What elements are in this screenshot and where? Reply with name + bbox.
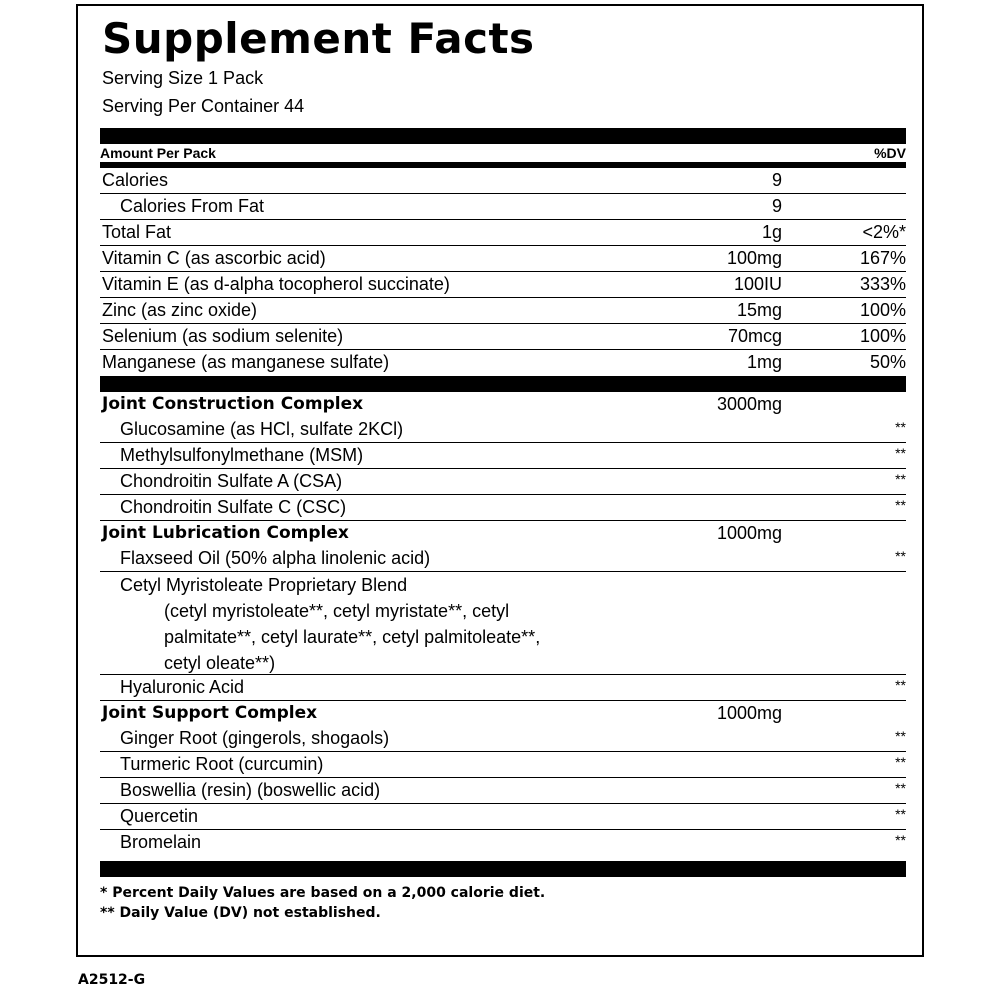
blend-line: (cetyl myristoleate**, cetyl myristate**, cetyl <box>164 601 510 621</box>
joint-construction-amount: 3000mg <box>716 394 782 414</box>
ingredient-name: Vitamin E (as d-alpha tocopherol succinate) <box>102 274 450 294</box>
divider-thick <box>100 376 906 392</box>
table-row <box>100 443 906 469</box>
ingredient-amount: 100IU <box>733 274 782 294</box>
product-code: A2512-G <box>78 972 146 988</box>
ingredient-name: Methylsulfonylmethane (MSM) <box>120 445 364 465</box>
ingredient-name: Flaxseed Oil (50% alpha linolenic acid) <box>120 548 431 568</box>
ingredient-amount: 70mcg <box>727 326 782 346</box>
table-row <box>100 495 906 521</box>
ingredient-name: Chondroitin Sulfate A (CSA) <box>120 471 343 491</box>
ingredient-name: Selenium (as sodium selenite) <box>102 326 344 346</box>
table-row <box>100 220 906 246</box>
ingredient-name: Chondroitin Sulfate C (CSC) <box>120 497 347 517</box>
ingredient-name: Glucosamine (as HCl, sulfate 2KCl) <box>120 419 404 439</box>
ingredient-name: Quercetin <box>120 806 199 826</box>
ingredient-amount: 9 <box>771 170 782 190</box>
joint-construction-name: Joint Construction Complex <box>102 394 364 414</box>
ingredient-dv: ** <box>895 780 906 796</box>
joint-lubrication-amount: 1000mg <box>716 523 782 543</box>
supplement-facts-panel <box>76 4 924 957</box>
ingredient-name: Zinc (as zinc oxide) <box>102 300 258 320</box>
ingredient-dv: ** <box>895 832 906 848</box>
ingredient-dv: 333% <box>859 274 906 294</box>
ingredient-amount: 1mg <box>746 352 782 372</box>
footnote-not-established: ** Daily Value (DV) not established. <box>100 905 381 921</box>
table-row <box>100 778 906 804</box>
ingredient-dv: ** <box>895 419 906 435</box>
ingredient-name: Calories <box>102 170 169 190</box>
ingredient-name: Total Fat <box>102 222 172 242</box>
ingredient-amount: 100mg <box>726 248 782 268</box>
footnote-dv: * Percent Daily Values are based on a 2,000 calorie diet. <box>100 885 546 901</box>
blend-line: palmitate**, cetyl laurate**, cetyl palmitoleate**, <box>164 627 541 647</box>
table-row <box>100 194 906 220</box>
joint-support-row <box>100 701 906 726</box>
ingredient-name: Vitamin C (as ascorbic acid) <box>102 248 326 268</box>
ingredient-dv: ** <box>895 548 906 564</box>
ingredient-name: Bromelain <box>120 832 202 852</box>
ingredient-dv: 50% <box>869 352 906 372</box>
footnotes <box>100 883 906 923</box>
ingredient-dv: ** <box>895 728 906 744</box>
ingredient-name: Manganese (as manganese sulfate) <box>102 352 390 372</box>
serving-size: Serving Size 1 Pack <box>102 68 264 88</box>
dv-header-label: %DV <box>874 145 906 161</box>
table-row <box>100 469 906 495</box>
ingredient-dv: ** <box>895 677 906 693</box>
list-item <box>100 546 906 572</box>
blend-title: Cetyl Myristoleate Proprietary Blend <box>120 575 408 595</box>
ingredient-amount: 1g <box>761 222 782 242</box>
table-header <box>100 144 906 162</box>
table-row <box>100 168 906 194</box>
joint-support-name: Joint Support Complex <box>102 703 318 723</box>
ingredient-dv: 100% <box>859 300 906 320</box>
table-row <box>100 246 906 272</box>
ingredient-name: Ginger Root (gingerols, shogaols) <box>120 728 390 748</box>
ingredient-dv: 100% <box>859 326 906 346</box>
ingredient-dv: 167% <box>859 248 906 268</box>
table-row <box>100 324 906 350</box>
ingredient-dv: ** <box>895 754 906 770</box>
table-row <box>100 830 906 855</box>
ingredient-name: Boswellia (resin) (boswellic acid) <box>120 780 381 800</box>
ingredient-name: Calories From Fat <box>120 196 265 216</box>
table-row <box>100 726 906 752</box>
joint-support-amount: 1000mg <box>716 703 782 723</box>
table-row <box>100 272 906 298</box>
joint-lubrication-row <box>100 521 906 546</box>
table-row <box>100 417 906 443</box>
ingredient-amount: 9 <box>771 196 782 216</box>
servings-per-container: Serving Per Container 44 <box>102 96 305 116</box>
ingredient-name: Hyaluronic Acid <box>120 677 245 697</box>
ingredient-amount: 15mg <box>736 300 782 320</box>
ingredient-dv: ** <box>895 471 906 487</box>
blend-line: cetyl oleate**) <box>164 653 276 673</box>
table-row <box>100 804 906 830</box>
amount-per-pack-label: Amount Per Pack <box>100 145 216 161</box>
table-row <box>100 752 906 778</box>
ingredient-dv: ** <box>895 445 906 461</box>
table-row <box>100 298 906 324</box>
panel-title: Supplement Facts <box>102 14 535 63</box>
ingredient-name: Turmeric Root (curcumin) <box>120 754 324 774</box>
ingredient-dv: <2%* <box>862 222 906 242</box>
joint-support-items <box>100 726 906 855</box>
divider-thick <box>100 128 906 144</box>
ingredient-dv: ** <box>895 806 906 822</box>
joint-lubrication-name: Joint Lubrication Complex <box>102 523 349 543</box>
table-row <box>100 350 906 375</box>
nutrient-list <box>100 168 906 375</box>
divider-thick <box>100 861 906 877</box>
list-item <box>100 675 906 701</box>
proprietary-blend <box>100 572 906 675</box>
joint-construction-row <box>100 392 906 417</box>
joint-construction-items <box>100 417 906 521</box>
ingredient-dv: ** <box>895 497 906 513</box>
